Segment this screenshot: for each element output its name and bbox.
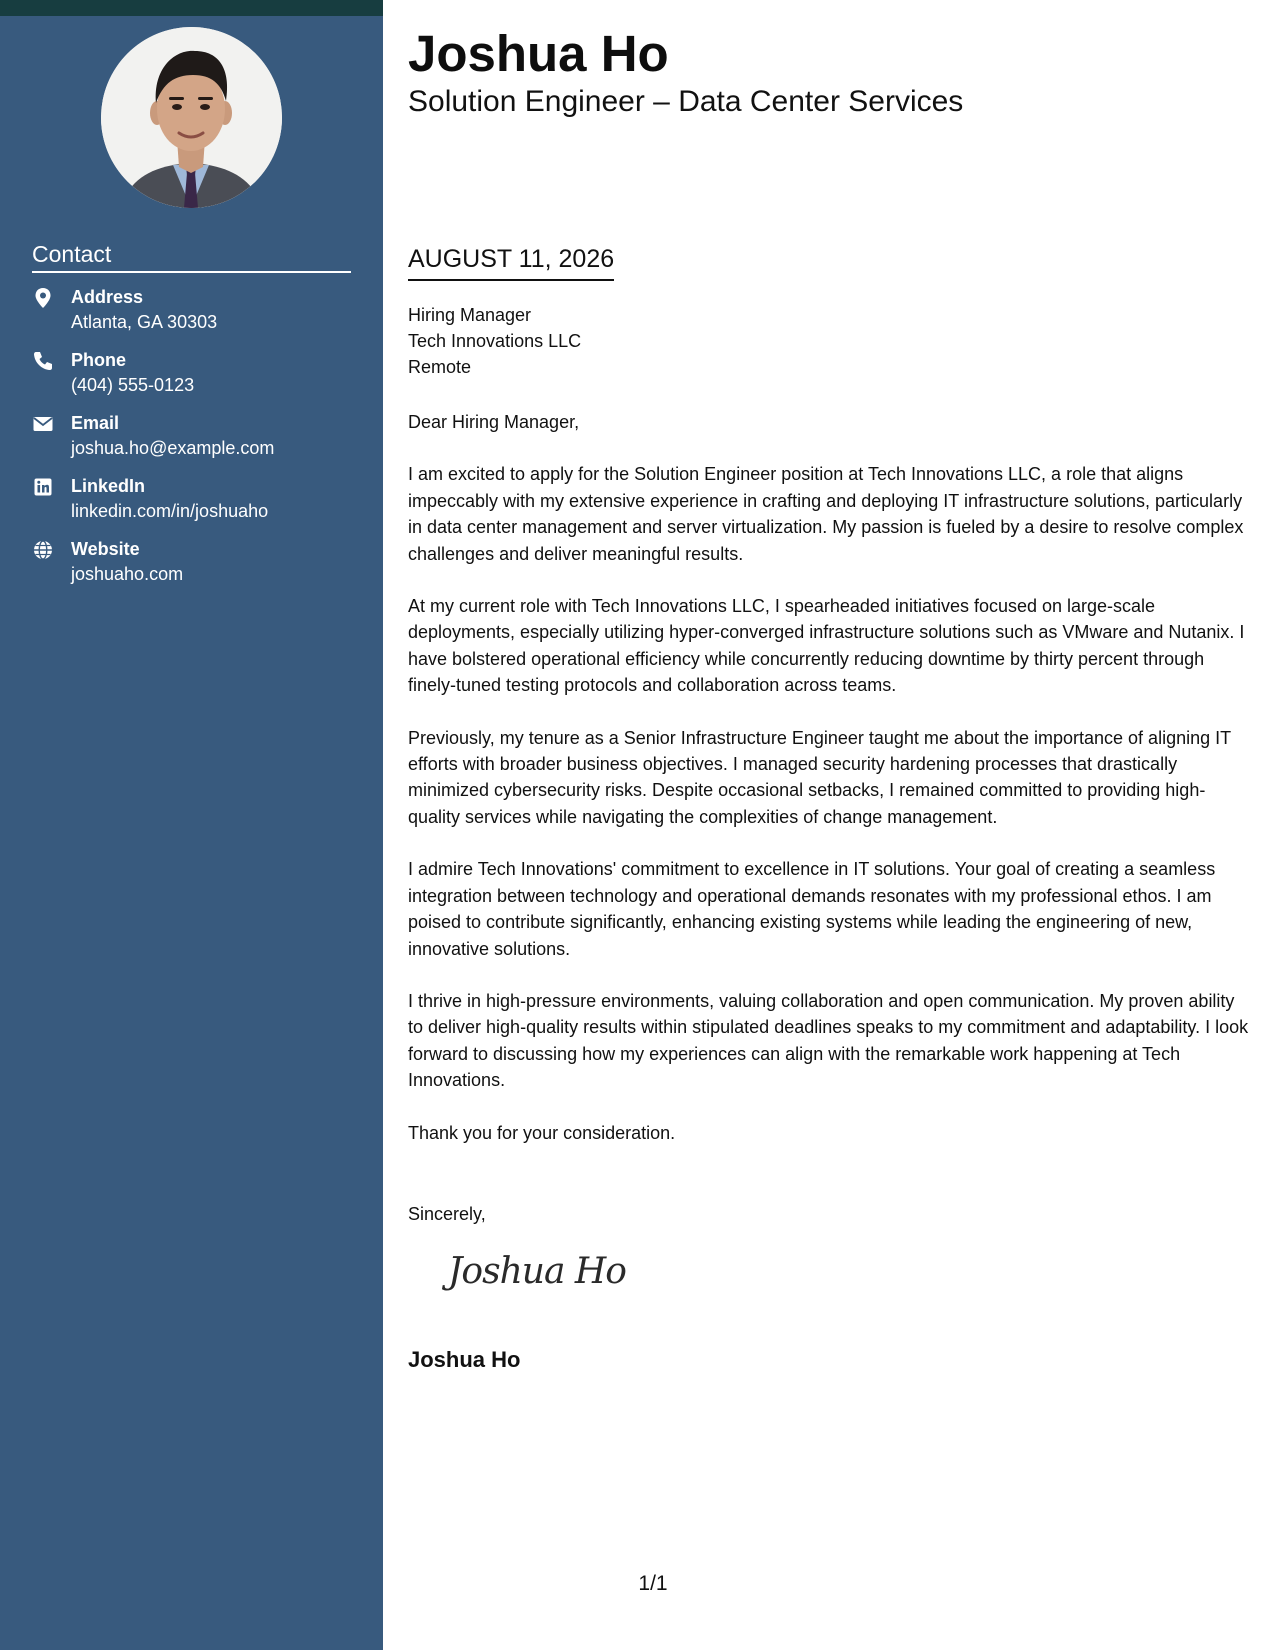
contact-label: Address: [71, 287, 144, 307]
signer-name: Joshua Ho: [408, 1347, 521, 1372]
body-paragraph: I admire Tech Innovations' commitment to excellence in IT solutions. Your goal of creating a seamless integration between technology and operational demands resonates with my professional ethos. I am poised to contribute significantly, enhancing existing systems while leading the engineering of new, innovative solutions.: [408, 859, 1216, 959]
envelope-icon: [32, 413, 54, 435]
contact-item-email: [32, 412, 362, 475]
handwritten-signature: Joshua Ho: [448, 1251, 626, 1292]
recipient-line: Hiring Manager: [408, 305, 532, 325]
body-paragraph: I thrive in high-pressure environments, valuing collaboration and open communication. My proven ability to deliver high-quality results within stipulated deadlines speaks to my commitment and adaptability. I look forward to discussing how my experiences can align with the remarkable work happening at Tech Innovations.: [408, 990, 1249, 1091]
phone-value[interactable]: (404) 555-0123: [71, 375, 195, 395]
recipient-block: [408, 302, 581, 380]
body-paragraph: I am excited to apply for the Solution Engineer position at Tech Innovations LLC, a role that aligns impeccably with my extensive experience in crafting and deploying IT infrastructure solutions, particularly in data center management and server virtualization. My passion is fueled by a desire to resolve complex challenges and deliver meaningful results.: [408, 464, 1244, 564]
contact-item-linkedin: [32, 475, 362, 538]
letter-date: AUGUST 11, 2026: [408, 243, 614, 281]
location-pin-icon: [32, 287, 54, 309]
linkedin-icon: [32, 476, 54, 498]
avatar: [101, 27, 282, 208]
sidebar: [0, 0, 383, 1650]
linkedin-value[interactable]: linkedin.com/in/joshuaho: [71, 501, 269, 521]
applicant-name: Joshua Ho: [408, 25, 669, 82]
address-value: Atlanta, GA 30303: [71, 312, 218, 332]
recipient-line: Tech Innovations LLC: [408, 331, 582, 351]
email-value[interactable]: joshua.ho@example.com: [71, 438, 275, 458]
website-value[interactable]: joshuaho.com: [71, 564, 184, 584]
contact-item-phone: [32, 349, 362, 412]
sidebar-top-bar: [0, 0, 383, 16]
contact-label: Phone: [71, 350, 127, 370]
contact-label: LinkedIn: [71, 476, 146, 496]
profile-photo: [101, 27, 282, 208]
contact-heading: Contact: [32, 240, 351, 273]
contact-list: [32, 286, 362, 601]
globe-icon: [32, 539, 54, 561]
page-number: 1/1: [638, 1572, 668, 1595]
contact-item-address: [32, 286, 362, 349]
closing: Sincerely,: [408, 1204, 486, 1224]
job-title: Solution Engineer – Data Center Services: [408, 85, 964, 118]
thank-you-line: Thank you for your consideration.: [408, 1122, 676, 1143]
contact-item-website: [32, 538, 362, 601]
contact-label: Website: [71, 539, 140, 559]
body-paragraph: At my current role with Tech Innovations LLC, I spearheaded initiatives focused on large-scale deployments, especially utilizing hyper-converged infrastructure solutions such as VMware and Nutanix. I have bolstered operational efficiency while concurrently reducing downtime by thirty percent through finely-tuned testing protocols and collaboration across teams.: [408, 596, 1245, 696]
phone-icon: [32, 350, 54, 372]
recipient-line: Remote: [408, 357, 472, 377]
letter-body: [408, 409, 1253, 1172]
greeting: Dear Hiring Manager,: [408, 412, 580, 432]
contact-label: Email: [71, 413, 120, 433]
main-content: [408, 0, 1253, 1650]
body-paragraph: Previously, my tenure as a Senior Infrastructure Engineer taught me about the importance of aligning IT efforts with broader business objectives. I managed security hardening processes that drastically minimized cybersecurity risks. Despite occasional setbacks, I remained committed to providing high-quality services while navigating the complexities of change management.: [408, 727, 1231, 827]
